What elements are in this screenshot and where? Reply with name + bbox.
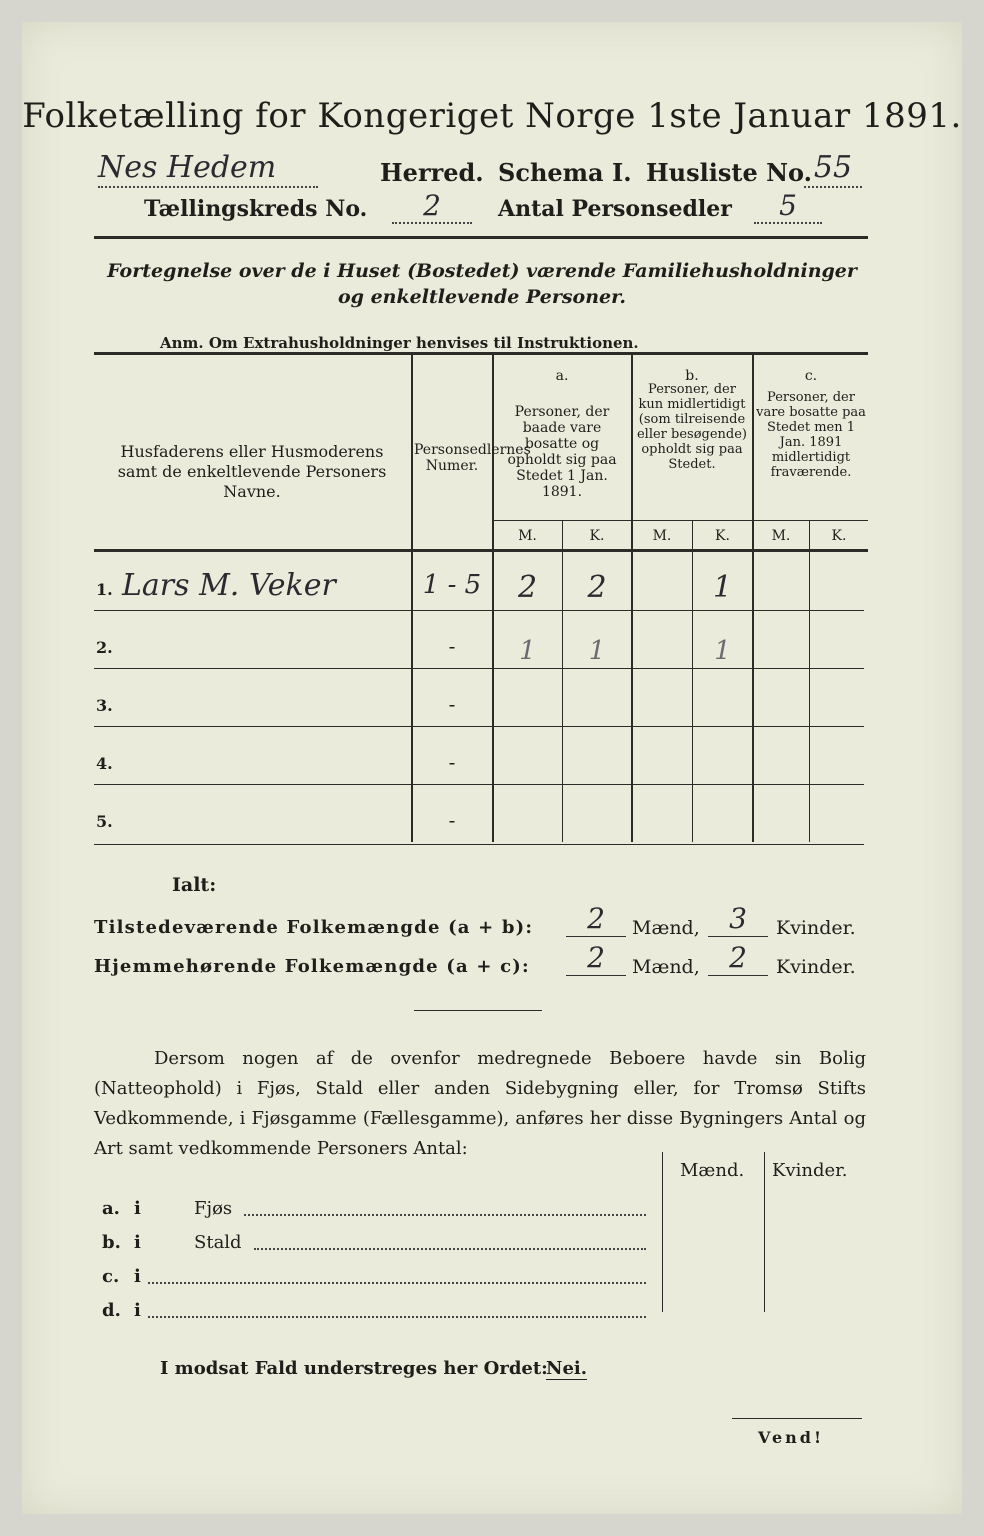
cell-b-k[interactable]: 1 xyxy=(712,570,733,605)
anm-note: Anm. Om Extrahusholdninger henvises til Instruktionen. xyxy=(160,334,639,352)
row-number: 3. xyxy=(96,696,113,715)
divider xyxy=(414,1010,542,1011)
divider xyxy=(94,236,868,239)
bolig-item-line[interactable] xyxy=(148,1282,646,1284)
hjemme-maend-label: Mænd, xyxy=(632,956,700,978)
row-number: 2. xyxy=(96,638,113,657)
hjemme-label: Hjemmehørende Folkemængde (a + c): xyxy=(94,956,530,977)
row-numer[interactable]: 1 - 5 xyxy=(422,570,482,600)
cell-a-k[interactable]: 2 xyxy=(587,570,607,605)
tilstede-maend-value[interactable]: 2 xyxy=(566,902,626,937)
ialt-label: Ialt: xyxy=(172,874,217,896)
cell-a-m[interactable]: 2 xyxy=(517,570,538,605)
col-b-letter: b. xyxy=(685,368,699,384)
kreds-field[interactable]: 2 xyxy=(392,190,472,224)
bolig-item-letter: c. xyxy=(102,1266,120,1287)
tilstede-label: Tilstedeværende Folkemængde (a + b): xyxy=(94,917,534,938)
col-a-letter: a. xyxy=(555,368,569,384)
bolig-item-prep: i xyxy=(134,1198,141,1219)
personsedler-field[interactable]: 5 xyxy=(754,190,822,224)
cell-a-m[interactable]: 1 xyxy=(519,636,536,666)
schema-label: Schema I. xyxy=(498,158,632,187)
tilstede-maend-label: Mænd, xyxy=(632,917,700,939)
row-number: 5. xyxy=(96,812,113,831)
tilstede-kvinder-label: Kvinder. xyxy=(776,917,856,939)
form-title: Folketælling for Kongeriget Norge 1ste Januar 1891. xyxy=(22,96,962,136)
col-a-k: K. xyxy=(589,528,605,544)
form-description: Fortegnelse over de i Huset (Bostedet) værende Familiehusholdninger og enkeltlevende Personer. xyxy=(107,260,857,308)
vend-label: Vend! xyxy=(758,1428,824,1447)
col-header-names: Husfaderens eller Husmoderens samt de enkeltlevende Personers Navne. xyxy=(117,442,387,501)
bolig-item-line[interactable] xyxy=(148,1316,646,1318)
col-header-b: Personer, der kun midlertidigt (som tilreisende eller besøgende) opholdt sig paa Stedet. xyxy=(636,382,748,472)
row-number: 4. xyxy=(96,754,113,773)
bolig-col-kvinder: Kvinder. xyxy=(772,1160,848,1181)
col-c-letter: c. xyxy=(804,368,818,384)
row-name[interactable]: Lars M. Veker xyxy=(122,568,336,603)
herred-label: Herred. xyxy=(380,158,484,187)
census-form-sheet xyxy=(22,22,962,1514)
tilstede-kvinder-value[interactable]: 3 xyxy=(708,902,768,937)
bolig-item-line[interactable] xyxy=(244,1214,646,1216)
bolig-item-prep: i xyxy=(134,1266,141,1287)
bolig-instructions: Dersom nogen af de ovenfor medregnede Beboere havde sin Bolig (Natteophold) i Fjøs, Stald eller anden Sidebygning eller, for Tromsø Stifts Vedkommende, i Fjøsgamme (Fællesgamme), anføres her disse Bygningers Antal og Art samt vedkommende Personers Antal: xyxy=(94,1048,866,1159)
col-a-m: M. xyxy=(518,528,537,544)
herred-field[interactable]: Nes Hedem xyxy=(98,150,318,188)
column-separator xyxy=(662,1152,663,1312)
bolig-item-label: Stald xyxy=(194,1232,242,1253)
bolig-item-letter: b. xyxy=(102,1232,121,1253)
bolig-item-letter: a. xyxy=(102,1198,120,1219)
col-header-c: Personer, der vare bosatte paa Stedet men 1 Jan. 1891 midlertidigt fraværende. xyxy=(756,390,866,480)
hjemme-maend-value[interactable]: 2 xyxy=(566,941,626,976)
col-header-numer: Personsedlernes Numer. xyxy=(414,442,531,474)
bolig-item-label: Fjøs xyxy=(194,1198,233,1219)
cell-b-k[interactable]: 1 xyxy=(714,636,731,666)
row-numer[interactable]: - xyxy=(448,692,456,716)
bolig-item-prep: i xyxy=(134,1300,141,1321)
bolig-col-maend: Mænd. xyxy=(680,1160,745,1181)
row-numer[interactable]: - xyxy=(448,750,456,774)
row-number: 1. xyxy=(96,580,113,599)
row-numer[interactable]: - xyxy=(448,808,456,832)
bolig-item-prep: i xyxy=(134,1232,141,1253)
nei-word[interactable]: Nei. xyxy=(546,1358,588,1379)
husliste-label: Husliste No. xyxy=(646,158,812,187)
hjemme-kvinder-label: Kvinder. xyxy=(776,956,856,978)
divider xyxy=(732,1418,862,1419)
col-c-k: K. xyxy=(831,528,847,544)
modsat-text: I modsat Fald understreges her Ordet: xyxy=(160,1358,548,1379)
col-b-k: K. xyxy=(715,528,730,544)
bolig-item-line[interactable] xyxy=(254,1248,646,1250)
col-c-m: M. xyxy=(771,528,791,544)
col-header-a: Personer, der baade vare bosatte og opholdt sig paa Stedet 1 Jan. 1891. xyxy=(507,404,617,500)
row-numer[interactable]: - xyxy=(448,634,456,658)
kreds-label: Tællingskreds No. xyxy=(144,196,368,222)
husliste-field[interactable]: 55 xyxy=(804,150,862,188)
personsedler-label: Antal Personsedler xyxy=(498,196,732,222)
col-b-m: M. xyxy=(652,528,672,544)
hjemme-kvinder-value[interactable]: 2 xyxy=(708,941,768,976)
column-separator xyxy=(764,1152,765,1312)
cell-a-k[interactable]: 1 xyxy=(588,636,606,666)
bolig-item-letter: d. xyxy=(102,1300,121,1321)
